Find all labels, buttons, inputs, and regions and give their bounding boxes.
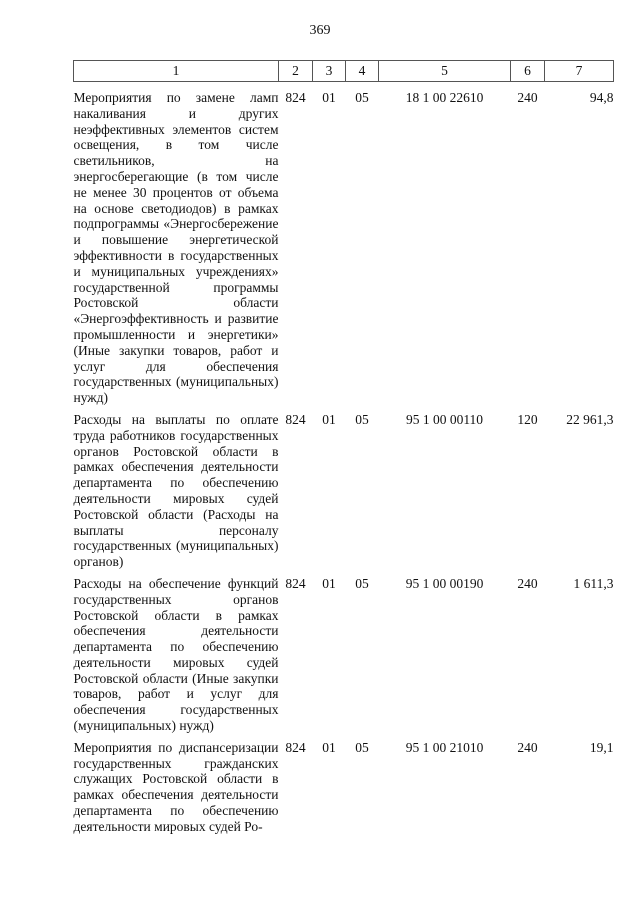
row-amount: 1 611,3	[573, 575, 614, 591]
header-col-2: 2	[279, 61, 313, 82]
table-row	[74, 82, 614, 406]
row-expense-type: 240	[517, 90, 538, 105]
row-subsection-code: 05	[355, 739, 369, 755]
row-description: Мероприятия по диспансеризации государственных гражданских служащих Ростовской области в рамках обеспечения деятельности департамента по обеспечению деятельности мировых судей Ро-	[73, 739, 279, 834]
row-section-code: 01	[322, 411, 336, 427]
row-target-article: 95 1 00 00110	[405, 411, 484, 427]
budget-table	[73, 60, 614, 835]
row-amount: 19,1	[589, 739, 614, 755]
row-description: Мероприятия по замене ламп накаливания и других неэффективных элементов систем освещения, в том числе светильников, на энергосберегающие (в том числе не менее 30 процентов от объема на основе светодиодов) в рамках подпрограммы «Энергосбережение и повышение энергетической эффективности в государственных и муниципальных учреждениях» государственной программы Ростовской области «Энергоэффективность и развитие промышленности и энергетики» (Иные закупки товаров, работ и услуг для обеспечения государственных (муниципальных) нужд)	[73, 90, 279, 406]
row-subsection-code: 05	[355, 575, 369, 591]
row-target-article: 95 1 00 00190	[405, 575, 484, 591]
row-ministry-code: 824	[285, 90, 306, 105]
header-col-1: 1	[74, 61, 279, 82]
row-amount: 22 961,3	[566, 411, 614, 427]
row-subsection-code: 05	[355, 90, 369, 105]
row-section-code: 01	[322, 90, 336, 105]
row-section-code: 01	[322, 739, 336, 755]
row-ministry-code: 824	[285, 411, 306, 427]
row-ministry-code: 824	[285, 739, 306, 755]
page-number: 369	[309, 23, 331, 38]
table-row	[74, 576, 614, 734]
header-col-7: 7	[545, 61, 614, 82]
row-target-article: 95 1 00 21010	[405, 739, 484, 755]
header-col-3: 3	[313, 61, 346, 82]
header-row	[74, 61, 614, 82]
table-row	[74, 412, 614, 570]
header-col-5: 5	[379, 61, 511, 82]
row-description: Расходы на обеспечение функций государственных органов Ростовской области в рамках обеспечения деятельности департамента по обеспечению деятельности мировых судей Ростовской области (Иные закупки товаров, работ и услуг для обеспечения государственных (муниципальных) нужд)	[73, 575, 279, 734]
row-ministry-code: 824	[285, 575, 306, 591]
row-description: Расходы на выплаты по оплате труда работников государственных органов Ростовской области в рамках обеспечения деятельности департамента по обеспечению деятельности мировых судей Ростовской области (Расходы на выплаты персоналу государственных (муниципальных) органов)	[73, 411, 279, 570]
row-expense-type: 240	[517, 739, 538, 755]
table-row	[74, 740, 614, 835]
row-section-code: 01	[322, 575, 336, 591]
header-col-6: 6	[511, 61, 545, 82]
row-subsection-code: 05	[355, 411, 369, 427]
row-target-article: 18 1 00 22610	[405, 90, 484, 105]
row-amount: 94,8	[589, 90, 614, 105]
row-expense-type: 120	[517, 411, 538, 427]
header-col-4: 4	[346, 61, 379, 82]
row-expense-type: 240	[517, 575, 538, 591]
